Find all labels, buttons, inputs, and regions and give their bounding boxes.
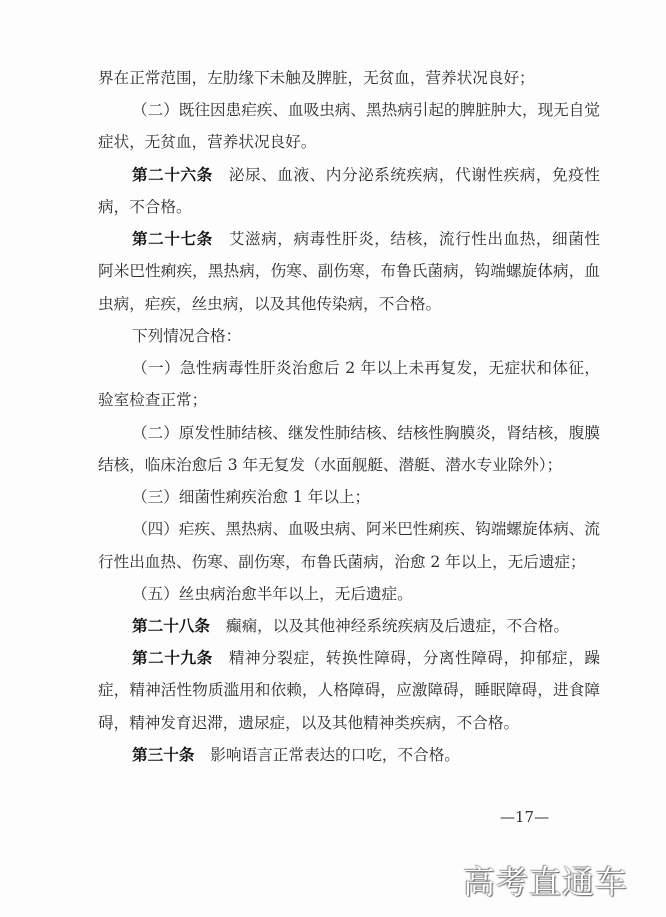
line-text: 下列情况合格：: [132, 326, 242, 345]
text-line: [98, 255, 600, 287]
line-text: 影响语言正常表达的口吃，不合格。: [210, 745, 460, 764]
text-line: [98, 288, 600, 320]
line-text: （一）急性病毒性肝炎治愈后 2 年以上未再复发，无症状和体征，: [132, 359, 600, 378]
line-text: 验室检查正常；: [98, 391, 208, 410]
line-text: 结核，临床治愈后 3 年无复发（水面舰艇、潜艇、潜水专业除外）；: [98, 455, 563, 474]
line-text: 行性出血热、伤寒、副伤寒，布鲁氏菌病，治愈 2 年以上，无后遗症；: [98, 552, 586, 571]
text-line: [98, 449, 600, 481]
text-line: [98, 546, 600, 578]
watermark: 高考直通车: [463, 863, 629, 901]
text-line: [98, 674, 600, 706]
document-body: [98, 62, 600, 771]
page-number: —17—: [500, 808, 550, 826]
line-text: 病，不合格。: [98, 197, 192, 216]
text-line: [98, 384, 600, 416]
text-line: [98, 94, 600, 126]
line-text: 泌尿、血液、内分泌系统疾病，代谢性疾病，免疫性: [228, 165, 600, 184]
article-number: 第三十条: [132, 745, 195, 764]
article-number: 第二十七条: [132, 230, 213, 249]
line-text: 症，精神活性物质滥用和依赖，人格障碍，应激障碍，睡眠障碍，进食障: [98, 681, 600, 700]
line-text: （五）丝虫病治愈半年以上，无后遗症。: [132, 584, 413, 603]
text-line: [98, 126, 600, 158]
text-line: [98, 62, 600, 94]
text-line: [98, 481, 600, 513]
article-heading-line: [98, 642, 600, 674]
line-text: 界在正常范围，左肋缘下未触及脾脏，无贫血，营养状况良好；: [98, 69, 535, 87]
line-text: 虫病，疟疾，丝虫病，以及其他传染病，不合格。: [98, 294, 442, 313]
article-heading-line: [98, 159, 600, 191]
line-text: 碍，精神发育迟滞，遗尿症，以及其他精神类疾病，不合格。: [98, 713, 520, 732]
line-text: 精神分裂症，转换性障碍，分离性障碍，抑郁症，躁: [228, 649, 600, 668]
text-line: [98, 578, 600, 610]
text-line: [98, 320, 600, 352]
article-number: 第二十九条: [132, 649, 213, 668]
line-text: 症状，无贫血，营养状况良好。: [98, 133, 317, 152]
article-heading-line: [98, 223, 600, 255]
article-heading-line: [98, 610, 600, 642]
text-line: [98, 707, 600, 739]
line-text: （二）原发性肺结核、继发性肺结核、结核性胸膜炎，肾结核，腹膜: [132, 423, 600, 442]
text-line: [98, 352, 600, 384]
line-text: （二）既往因患疟疾、血吸虫病、黑热病引起的脾脏肿大，现无自觉: [132, 101, 600, 120]
text-line: [98, 191, 600, 223]
line-text: 阿米巴性痢疾，黑热病，伤寒、副伤寒，布鲁氏菌病，钩端螺旋体病，血: [98, 262, 600, 281]
line-text: （四）疟疾、黑热病、血吸虫病、阿米巴性痢疾、钩端螺旋体病、流: [132, 520, 600, 539]
text-line: [98, 513, 600, 545]
article-heading-line: [98, 739, 600, 771]
line-text: （三）细菌性痢疾治愈 1 年以上；: [132, 488, 371, 507]
line-text: 癫痫，以及其他神经系统疾病及后遗症，不合格。: [225, 616, 570, 635]
article-number: 第二十八条: [132, 616, 210, 635]
line-text: 艾滋病，病毒性肝炎，结核，流行性出血热，细菌性: [228, 230, 600, 249]
text-line: [98, 417, 600, 449]
article-number: 第二十六条: [132, 165, 213, 184]
